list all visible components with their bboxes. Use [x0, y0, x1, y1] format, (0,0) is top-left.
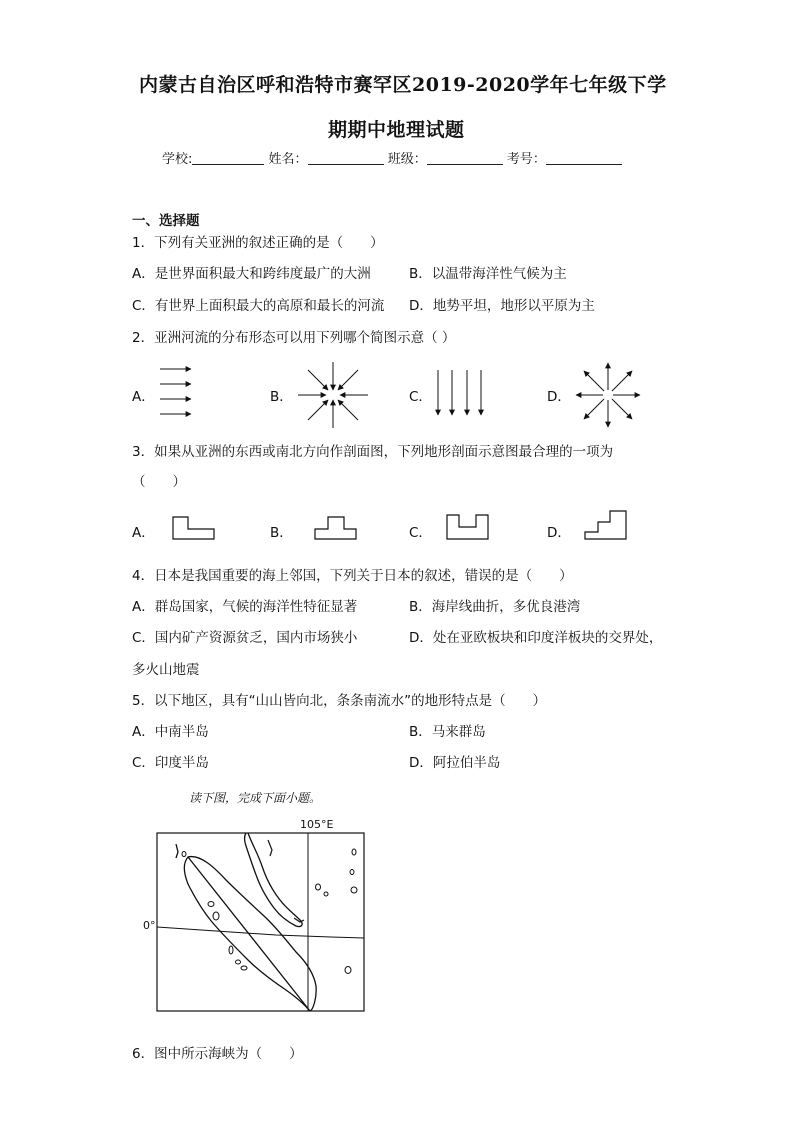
- q3-option-d-label[interactable]: D．: [547, 525, 571, 541]
- q4-option-a[interactable]: A．群岛国家，气候的海洋性特征显著: [132, 599, 358, 615]
- q2-diagram-c-downward-arrows: [434, 368, 486, 418]
- class-label: 班级：: [387, 152, 427, 167]
- q3-profile-c: [444, 512, 492, 542]
- q4-stem: 4．日本是我国重要的海上邻国，下列关于日本的叙述，错误的是（ ）: [132, 568, 573, 584]
- map-instruction: 读下图，完成下面小题。: [189, 791, 322, 805]
- q3-paren: （ ）: [132, 474, 186, 490]
- q2-option-d-label[interactable]: D．: [547, 389, 571, 405]
- q2-option-a-label[interactable]: A．: [132, 389, 155, 405]
- school-blank[interactable]: [192, 151, 264, 165]
- q1-option-b[interactable]: B．以温带海洋性气候为主: [409, 266, 567, 282]
- q2-diagram-b-converging-arrows: [296, 360, 370, 430]
- q2-option-b-label[interactable]: B．: [270, 389, 293, 405]
- q2-diagram-a-parallel-arrows: [158, 364, 194, 420]
- q4-option-d[interactable]: D．处在亚欧板块和印度洋板块的交界处，: [409, 630, 663, 646]
- q5-option-d[interactable]: D．阿拉伯半岛: [409, 755, 501, 771]
- number-label: 考号：: [506, 152, 546, 167]
- title-line-2: 期期中地理试题: [328, 119, 465, 141]
- q3-stem: 3．如果从亚洲的东西或南北方向作剖面图，下列地形剖面示意图最合理的一项为: [132, 444, 614, 460]
- q3-option-b-label[interactable]: B．: [270, 525, 293, 541]
- q2-stem: 2．亚洲河流的分布形态可以用下列哪个简图示意（ ）: [132, 330, 456, 346]
- q3-profile-d: [582, 508, 630, 542]
- q1-option-c[interactable]: C．有世界上面积最大的高原和最长的河流: [132, 298, 385, 314]
- q5-option-b[interactable]: B．马来群岛: [409, 724, 486, 740]
- q4-option-b[interactable]: B．海岸线曲折，多优良港湾: [409, 599, 581, 615]
- q3-profile-b: [312, 514, 360, 542]
- q3-option-a-label[interactable]: A．: [132, 525, 155, 541]
- student-info-line: [162, 148, 622, 167]
- section-heading: 一、选择题: [132, 213, 200, 229]
- q4-option-d-continued: 多火山地震: [132, 662, 200, 678]
- number-blank[interactable]: [546, 151, 622, 165]
- name-blank[interactable]: [308, 151, 384, 165]
- school-label: 学校:: [162, 152, 193, 167]
- q5-stem: 5．以下地区，具有“山山皆向北，条条南流水”的地形特点是（ ）: [132, 693, 547, 709]
- title-line-1: 内蒙古自治区呼和浩特市赛罕区2019-2020学年七年级下学: [139, 74, 667, 96]
- q1-option-a[interactable]: A．是世界面积最大和跨纬度最广的大洲: [132, 266, 371, 282]
- q2-option-c-label[interactable]: C．: [409, 389, 432, 405]
- q3-option-c-label[interactable]: C．: [409, 525, 432, 541]
- q1-stem: 1．下列有关亚洲的叙述正确的是（ ）: [132, 235, 384, 251]
- q3-profile-a: [170, 514, 218, 542]
- latitude-label: 0°: [143, 919, 156, 932]
- q2-diagram-d-radiating-arrows: [573, 360, 643, 430]
- q6-stem: 6．图中所示海峡为（ ）: [132, 1046, 303, 1062]
- q1-option-d[interactable]: D．地势平坦，地形以平原为主: [409, 298, 595, 314]
- strait-map: [156, 832, 366, 1014]
- q5-option-a[interactable]: A．中南半岛: [132, 724, 209, 740]
- name-label: 姓名：: [268, 152, 308, 167]
- class-blank[interactable]: [427, 151, 503, 165]
- longitude-label: 105°E: [300, 818, 334, 831]
- q4-option-c[interactable]: C．国内矿产资源贫乏，国内市场狭小: [132, 630, 358, 646]
- q5-option-c[interactable]: C．印度半岛: [132, 755, 209, 771]
